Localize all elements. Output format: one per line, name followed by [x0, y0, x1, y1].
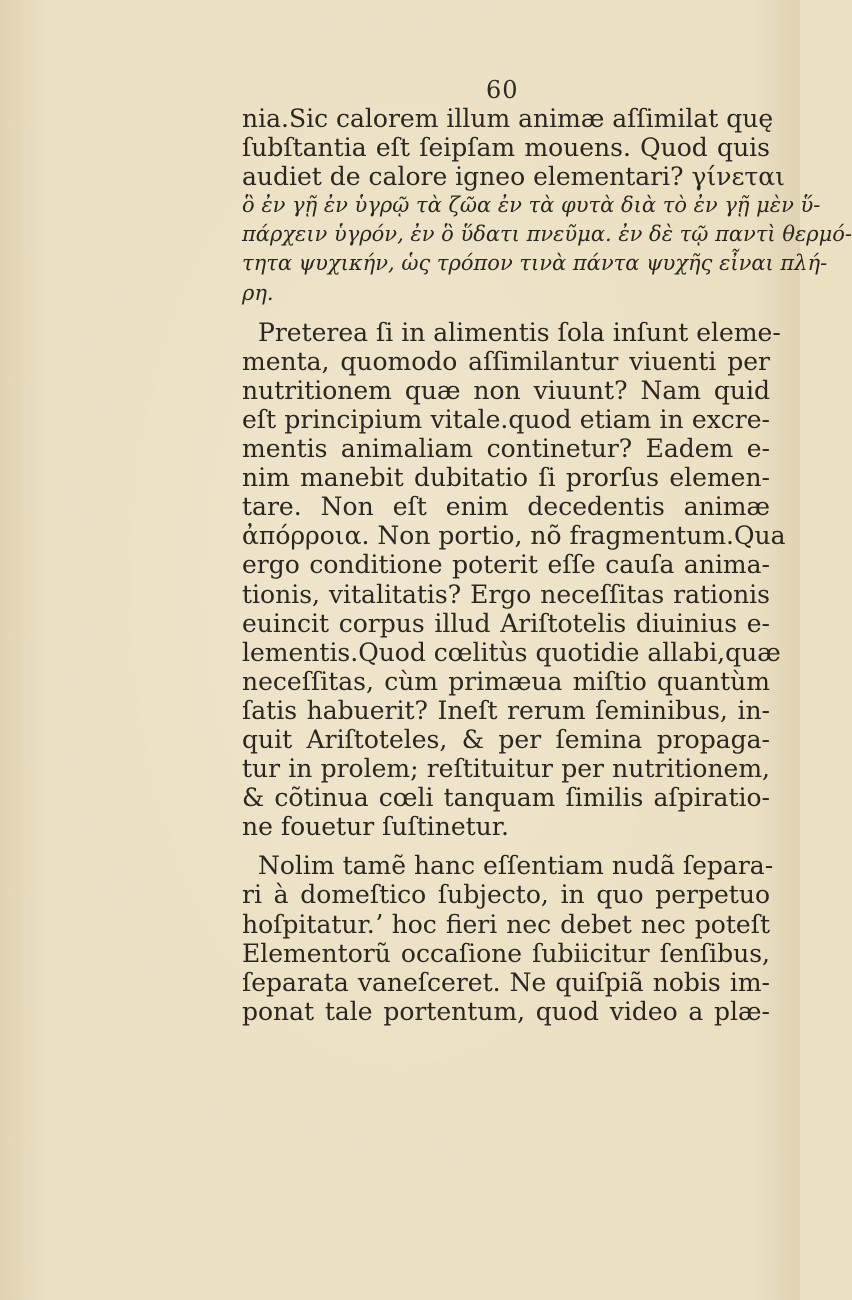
greek-quote-line: τητα ψυχικήν, ὡς τρόπον τινὰ πάντα ψυχῆς εἶναι πλή-: [242, 251, 828, 276]
text-line: hoſpitatur.ʼ hoc fieri nec debet nec poteſt: [242, 909, 770, 939]
text-line: nia.Sic calorem illum animæ aſſimilat quę: [242, 104, 774, 133]
paragraph-start-line: Nolim tamẽ hanc eſſentiam nudã ſepara-: [258, 851, 774, 881]
text-line: lementis.Quod cœlitùs quotidie allabi,quæ: [242, 637, 781, 667]
text-line: Elementorũ occaſione ſubiicitur ſenſibus,: [242, 938, 770, 968]
paragraph-start-line: Preterea ſi in alimentis ſola inſunt eleme-: [258, 317, 781, 347]
text-line: ne fouetur ſuſtinetur.: [242, 812, 509, 842]
text-line: ponat tale portentum, quod video a plæ-: [242, 996, 770, 1026]
text-line: ri à domeſtico ſubjecto, in quo perpetuo: [242, 880, 770, 910]
text-line: ἀπόρροια. Non portio, nõ fragmentum.Qua: [242, 521, 786, 551]
body-text: [242, 104, 852, 1026]
text-line: ſatis habuerit? Ineſt rerum ſeminibus, in-: [242, 695, 770, 725]
paragraph-gap: [242, 841, 770, 851]
text-line: ergo conditione poterit eſſe cauſa anima-: [242, 550, 770, 580]
text-line: neceſſitas, cùm primæua miſtio quantùm: [242, 666, 770, 696]
text-line: eſt principium vitale.quod etiam in excre-: [242, 404, 770, 434]
page-number: 60: [486, 76, 519, 104]
text-line: tur in prolem; reſtituitur per nutritionem,: [242, 754, 770, 784]
greek-quote-line: ὃ ἐν γῇ ἐν ὑγρῷ τὰ ζῶα ἐν τὰ φυτὰ διὰ τὸ ἐν γῇ μὲν ὕ-: [242, 193, 821, 218]
text-line: tionis, vitalitatis? Ergo neceſſitas rationis: [242, 579, 770, 609]
text-line: ſeparata vaneſceret. Ne quiſpiã nobis im-: [242, 967, 770, 997]
text-line: audiet de calore igneo elementari? γίνεται: [242, 162, 785, 192]
text-line: euincit corpus illud Ariſtotelis diuinius e-: [242, 608, 770, 638]
paragraph-gap: [242, 308, 770, 318]
text-line: ſubſtantia eſt ſeipſam mouens. Quod quis: [242, 133, 770, 163]
text-line: mentis animaliam continetur? Eadem e-: [242, 434, 770, 464]
text-line: nim manebit dubitatio ſi prorſus elemen-: [242, 463, 770, 493]
text-line: nutritionem quæ non viuunt? Nam quid: [242, 375, 770, 405]
text-line: & cõtinua cœli tanquam ſimilis aſpiratio-: [242, 783, 770, 813]
text-line: tare. Non eſt enim decedentis animæ: [242, 492, 770, 522]
text-line: menta, quomodo aſſimilantur viuenti per: [242, 346, 770, 376]
text-line: quit Ariſtoteles, & per ſemina propaga-: [242, 724, 770, 754]
greek-quote-line: ρη.: [242, 280, 274, 305]
greek-quote-line: πάρχειν ὑγρόν, ἐν ὃ ὕδατι πνεῦμα. ἐν δὲ τῷ παντὶ θερμό-: [242, 222, 852, 247]
